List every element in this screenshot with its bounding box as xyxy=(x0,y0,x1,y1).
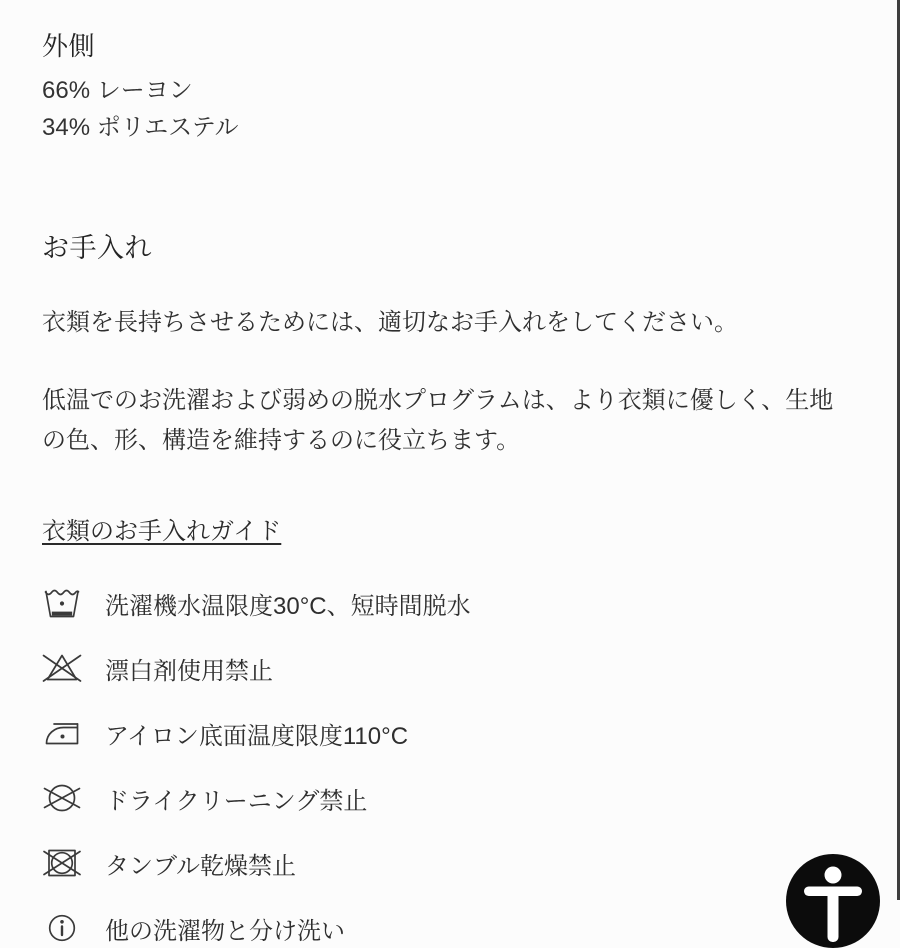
care-detail-paragraph: 低温でのお洗濯および弱めの脱水プログラムは、より衣類に優しく、生地の色、形、構造を維持するのに役立ちます。 xyxy=(42,387,834,454)
care-symbol-row xyxy=(42,583,855,623)
care-symbol-label: 他の洗濯物と分け洗い xyxy=(105,917,345,945)
care-symbol-label: アイロン底面温度限度110°C xyxy=(105,722,409,750)
care-symbol-row xyxy=(42,778,855,818)
care-guide-link[interactable]: 衣類のお手入れガイド xyxy=(42,518,282,545)
do-not-bleach-icon xyxy=(42,648,82,688)
care-symbol-row xyxy=(42,648,855,688)
care-symbol-row xyxy=(42,713,855,753)
do-not-tumble-dry-icon xyxy=(42,843,82,883)
material-line: 66% レーヨン xyxy=(42,77,193,104)
composition-title: 外側 xyxy=(42,31,96,61)
care-intro-paragraph: 衣類を長持ちさせるためには、適切なお手入れをしてください。 xyxy=(42,309,738,336)
care-symbol-label: 洗濯機水温限度30°C、短時間脱水 xyxy=(105,592,471,620)
care-symbol-label: タンブル乾燥禁止 xyxy=(105,852,297,880)
iron-max-110-icon xyxy=(42,713,82,753)
care-symbols-list xyxy=(42,583,855,948)
care-symbol-label: ドライクリーニング禁止 xyxy=(105,787,368,815)
care-symbol-row xyxy=(42,908,855,948)
material-line: 34% ポリエステル xyxy=(42,114,239,141)
wash-separately-info-icon xyxy=(42,908,82,948)
accessibility-person-icon xyxy=(786,854,880,948)
care-symbol-row xyxy=(42,843,855,883)
care-symbol-label: 漂白剤使用禁止 xyxy=(105,657,273,685)
accessibility-widget-button[interactable] xyxy=(786,854,880,948)
wash-30-short-spin-icon xyxy=(42,583,82,623)
do-not-dry-clean-icon xyxy=(42,778,82,818)
care-title: お手入れ xyxy=(42,233,152,263)
